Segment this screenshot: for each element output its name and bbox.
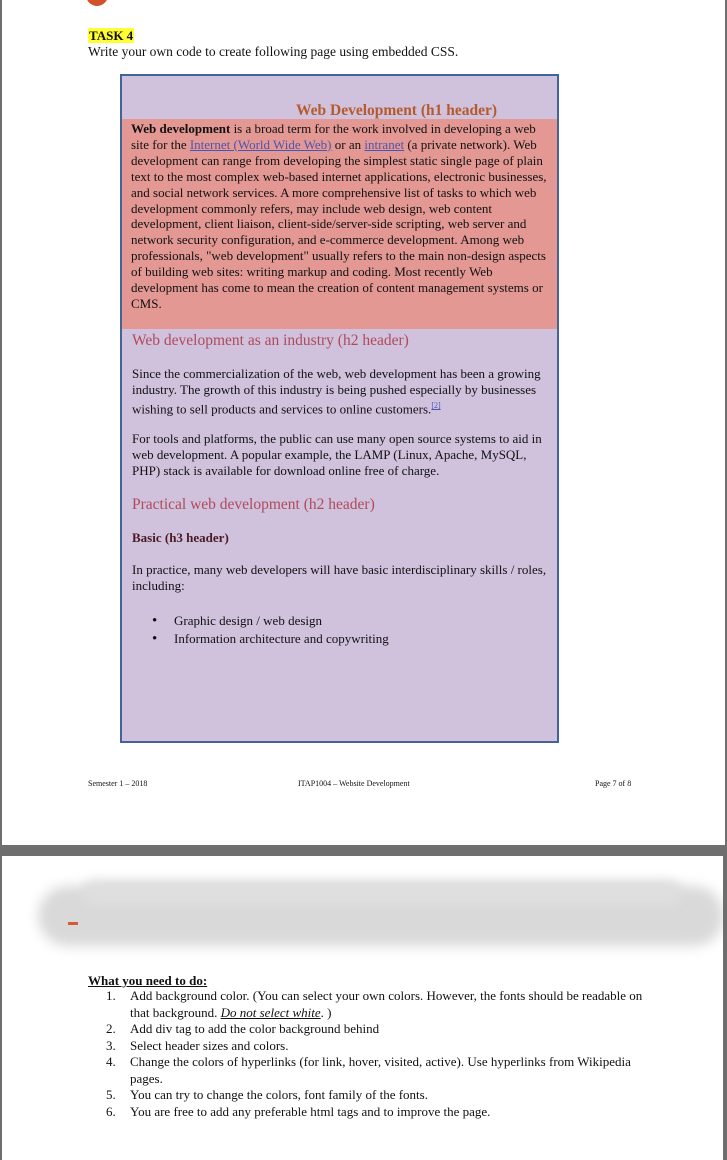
intro-bold-lead: Web development xyxy=(131,121,231,136)
industry-text: Since the commercialization of the web, web development has been a growing industry. The growth of this industry is being pushed especially by businesses wishing to sell products and services to online customers. xyxy=(132,366,541,417)
internet-link[interactable]: Internet (World Wide Web) xyxy=(189,136,332,152)
todo-text: You are free to add any preferable html tags and to improve the page. xyxy=(130,1103,491,1119)
todo-number: 2. xyxy=(106,1021,116,1036)
todo-text: Add div tag to add the color background behind xyxy=(130,1021,380,1036)
bullet-icon: • xyxy=(152,631,158,647)
todo-text: Select header sizes and colors. xyxy=(130,1037,289,1053)
intranet-link[interactable]: intranet xyxy=(364,136,405,152)
todo-item xyxy=(106,988,646,1021)
logo-fragment xyxy=(86,0,108,6)
practice-paragraph: In practice, many web developers will have basic interdisciplinary skills / roles, including: xyxy=(132,562,547,593)
industry-paragraph xyxy=(132,366,550,417)
task-title: TASK 4 xyxy=(89,28,134,43)
todo-emphasis: Do not select white xyxy=(220,1004,321,1020)
todo-item xyxy=(106,1038,646,1055)
todo-number: 4. xyxy=(106,1054,116,1069)
footer-semester: Semester 1 – 2018 xyxy=(88,779,148,788)
reference-link[interactable]: [2] xyxy=(431,401,441,410)
todo-text xyxy=(130,988,646,1021)
todo-number: 5. xyxy=(106,1087,116,1102)
redacted-area xyxy=(82,880,682,906)
list-item-text: Information architecture and copywriting xyxy=(174,631,389,646)
document-page-1 xyxy=(2,0,725,845)
h2-industry-header: Web development as an industry (h2 header) xyxy=(132,332,409,349)
intro-text-2: or an xyxy=(331,136,365,152)
intro-text-3: (a private network). Web development can range from developing the simplest static single page of plain text to the most complex web-based internet applications, electronic businesses, and social network services. A more comprehensive list of tasks to which web development commonly refers, may include web design, web content development, client liaison, client-side/server-side scripting, web server and network security configuration, and e-commerce development. Among web professionals, "web development" usually refers to the main non-design aspects of building web sites: writing markup and coding. Most recently Web development has come to mean the creation of content management systems or CMS. xyxy=(131,136,547,311)
list-item xyxy=(152,612,389,630)
todo-item xyxy=(106,1104,646,1121)
h2-practical-header: Practical web development (h2 header) xyxy=(132,496,375,513)
bullet-icon: • xyxy=(152,613,158,629)
logo-fragment xyxy=(68,922,78,925)
sample-page-frame xyxy=(120,74,559,743)
todo-text: Change the colors of hyperlinks (for link, hover, visited, active). Use hyperlinks from Wikipedia pages. xyxy=(130,1054,631,1086)
todo-text: You can try to change the colors, font family of the fonts. xyxy=(130,1087,428,1102)
todo-item xyxy=(106,1021,646,1038)
todo-item xyxy=(106,1054,646,1087)
list-item xyxy=(152,630,389,648)
tools-paragraph: For tools and platforms, the public can use many open source systems to aid in web development. A popular example, the LAMP (Linux, Apache, MySQL, PHP) stack is available for download online free of charge. xyxy=(132,431,542,478)
todo-number: 6. xyxy=(106,1103,116,1119)
todo-title: What you need to do: xyxy=(88,973,208,988)
intro-box xyxy=(122,119,557,329)
document-page-2 xyxy=(2,856,723,1160)
todo-item xyxy=(106,1087,646,1104)
todo-text-tail: . ) xyxy=(320,1004,332,1020)
task-instruction: Write your own code to create following page using embedded CSS. xyxy=(88,44,459,59)
h3-basic-header: Basic (h3 header) xyxy=(132,530,229,545)
intro-text-1: is a broad term for the work involved in developing a web site for the xyxy=(131,121,536,152)
list-item-text: Graphic design / web design xyxy=(174,613,323,628)
h1-header: Web Development (h1 header) xyxy=(296,102,498,119)
todo-number: 1. xyxy=(106,988,116,1003)
footer-course: ITAP1004 – Website Development xyxy=(298,779,410,788)
skills-list xyxy=(152,612,389,648)
todo-number: 3. xyxy=(106,1037,116,1053)
footer-page-number: Page 7 of 8 xyxy=(595,779,632,788)
todo-text-main: Add background color. (You can select your own colors. However, the fonts should be readable on that background. xyxy=(130,988,643,1020)
todo-list xyxy=(106,988,646,1120)
